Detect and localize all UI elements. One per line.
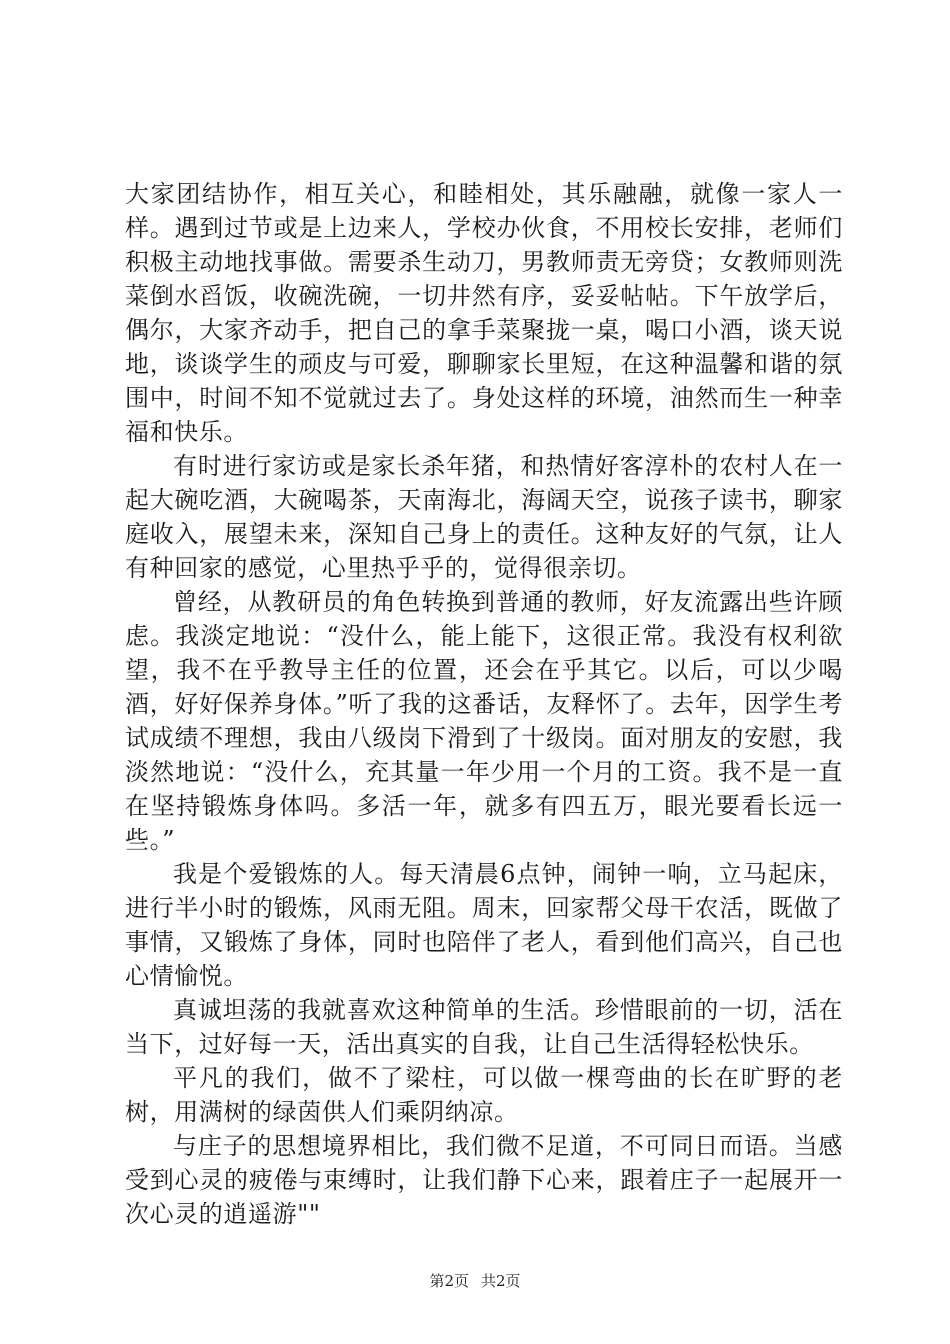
paragraph-7: 与庄子的思想境界相比，我们微不足道，不可同日而语。当感受到心灵的疲倦与束缚时，让我们静下心来，跟着庄子一起展开一次心灵的逍遥游"" bbox=[125, 1132, 843, 1228]
document-body bbox=[125, 177, 843, 1231]
paragraph-2: 有时进行家访或是家长杀年猪，和热情好客淳朴的农村人在一起大碗吃酒，大碗喝茶，天南海北，海阔天空，说孩子读书，聊家庭收入，展望未来，深知自己身上的责任。这种友好的气氛，让人有种回家的感觉，心里热乎乎的，觉得很亲切。 bbox=[125, 452, 843, 582]
paragraph-6: 平凡的我们，做不了梁柱，可以做一棵弯曲的长在旷野的老树，用满树的绿茵供人们乘阴纳凉。 bbox=[125, 1064, 843, 1126]
paragraph-3: 曾经，从教研员的角色转换到普通的教师，好友流露出些许顾虑。我淡定地说：“没什么，能上能下，这很正常。我没有权利欲望，我不在乎教导主任的位置，还会在乎其它。以后，可以少喝酒，好好保养身体。”听了我的这番话，友释怀了。去年，因学生考试成绩不理想，我由八级岗下滑到了十级岗。面对朋友的安慰，我淡然地说：“没什么，充其量一年少用一个月的工资。我不是一直在坚持锻炼身体吗。多活一年，就多有四五万，眼光要看长远一些。” bbox=[125, 588, 843, 854]
page-total: 共2页 bbox=[481, 1272, 521, 1290]
page-footer bbox=[0, 1271, 950, 1291]
paragraph-4: 我是个爱锻炼的人。每天清晨6点钟，闹钟一响，立马起床，进行半小时的锻炼，风雨无阻。周末，回家帮父母干农活，既做了事情，又锻炼了身体，同时也陪伴了老人，看到他们高兴，自己也心情愉悦。 bbox=[125, 860, 843, 990]
paragraph-5: 真诚坦荡的我就喜欢这种简单的生活。珍惜眼前的一切，活在当下，过好每一天，活出真实的自我，让自己生活得轻松快乐。 bbox=[125, 996, 843, 1058]
paragraph-1: 大家团结协作，相互关心，和睦相处，其乐融融，就像一家人一样。遇到过节或是上边来人，学校办伙食，不用校长安排，老师们积极主动地找事做。需要杀生动刀，男教师责无旁贷；女教师则洗菜倒水舀饭，收碗洗碗，一切井然有序，妥妥帖帖。下午放学后，偶尔，大家齐动手，把自己的拿手菜聚拢一桌，喝口小酒，谈天说地，谈谈学生的顽皮与可爱，聊聊家长里短，在这种温馨和谐的氛围中，时间不知不觉就过去了。身处这样的环境，油然而生一种幸福和快乐。 bbox=[125, 180, 843, 446]
page-number: 第2页 bbox=[429, 1272, 469, 1290]
